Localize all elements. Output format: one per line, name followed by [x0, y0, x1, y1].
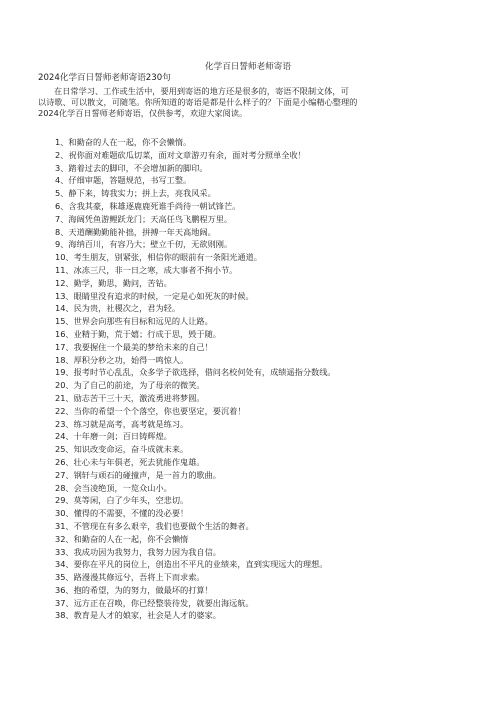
quote-item: 27、钢轩与顽石的碰撞声，是一首力的歌曲。: [55, 469, 221, 480]
quote-item: 10、考生朋友，别紧张，相信你的眼前有一条阳光通道。: [55, 252, 262, 263]
quote-item: 5、静下来，铸我实力；拼上去，亮我风采。: [55, 188, 216, 199]
quote-item: 37、远方正在召唤，你已经整装待发，就要出海远航。: [55, 597, 254, 608]
quote-item: 26、壮心未与年俱老，死去犹能作鬼雄。: [55, 456, 205, 467]
quote-item: 12、勤学，勤思，勤问，苦钻。: [55, 277, 172, 288]
document-subtitle: 2024化学百日誓师老师寄语230句: [38, 73, 171, 83]
quote-item: 16、业精于勤，荒于嬉；行成于思，毁于随。: [55, 328, 221, 339]
quote-item: 3、踏着过去的脚印，不会增加新的脚印。: [55, 162, 208, 173]
quote-item: 9、海纳百川，有容乃大；壁立千仞，无欲则刚。: [55, 239, 233, 250]
quote-item: 34、要你在平凡的岗位上，创造出不平凡的业绩来，直到实现远大的理想。: [55, 559, 328, 570]
quote-item: 14、民为贵，社稷次之，君为轻。: [55, 303, 181, 314]
quote-item: 11、冰冻三尺，非一日之寒，成大事者不拘小节。: [55, 264, 238, 275]
quote-item: 21、励志苦干三十天，激流勇进将梦圆。: [55, 392, 205, 403]
quote-item: 7、海阔凭鱼游鲤跃龙门；天高任鸟飞鹏程万里。: [55, 213, 233, 224]
quote-item: 29、莫等闲，白了少年头，空悲切。: [55, 495, 189, 506]
quote-list: [55, 136, 336, 622]
quote-item: 30、懂得的不需要，不懂的没必要！: [55, 508, 189, 519]
intro-line: 以诗歌、可以散文，可随笔。你所知道的寄语是都是什么样子的？下面是小编精心整理的: [38, 97, 358, 107]
quote-item: 20、为了自己的前途，为了母亲的微笑。: [55, 380, 205, 391]
quote-item: 8、天道酬勤勤能补拙，拼搏一年天高地阔。: [55, 226, 216, 237]
quote-item: 33、我成功因为我努力，我努力因为我自信。: [55, 546, 221, 557]
quote-item: 35、路漫漫其修远兮，吾将上下而求索。: [55, 572, 205, 583]
quote-item: 28、会当凌绝顶，一览众山小。: [55, 482, 172, 493]
quote-item: 36、抱的希望，为的努力，做最坏的打算！: [55, 584, 213, 595]
quote-item: 13、眼睛里没有追求的时候，一定是心如死灰的时候。: [55, 290, 254, 301]
document-title: 化学百日誓师老师寄语: [205, 62, 291, 72]
quote-item: 23、练习就是高考，高考就是练习。: [55, 418, 189, 429]
quote-item: 25、知识改变命运，奋斗成就未来。: [55, 444, 189, 455]
quote-item: 1、和勤奋的人在一起，你不会懒惰。: [55, 137, 192, 147]
quote-item: 15、世界会向那些有目标和远见的人让路。: [55, 316, 213, 327]
intro-line: 2024化学百日誓师老师寄语，仅供参考，欢迎大家阅读。: [38, 108, 248, 118]
quote-item: 19、报考时节心乱乱，众多学子欲选择，借问名校何处有，成绩遥指分数线。: [55, 367, 336, 378]
quote-item: 2、祝你面对难题砍瓜切菜，面对文章游刃有余，面对考分照单全收！: [55, 149, 306, 160]
quote-item: 24、十年磨一剑；百日铸辉煌。: [55, 431, 172, 442]
quote-item: 22、当你的希望一个个落空，你也要坚定，要沉着！: [55, 405, 246, 416]
quote-item: 32、和勤奋的人在一起，你不会懒惰: [55, 533, 189, 544]
quote-item: 17、我要握住一个最美的梦给未来的自己！: [55, 341, 213, 352]
intro-paragraph: [38, 86, 456, 119]
intro-line: 在日常学习、工作或生活中，要用到寄语的地方还是很多的，寄语不限制文体，可: [54, 86, 349, 96]
quote-item: 38、教育是人才的娘家，社会是人才的婆家。: [55, 610, 221, 621]
quote-item: 6、含我其豪，秣雄逐鹿鹿死谁手尚待一朝试锋芒。: [55, 200, 241, 211]
quote-item: 4、仔细审题，答题规范，书写工整。: [55, 175, 192, 186]
quote-item: 18、厚积分秒之功，始得一鸣惊人。: [55, 354, 189, 365]
quote-item: 31、不管现在有多么艰辛，我们也要做个生活的舞者。: [55, 520, 254, 531]
